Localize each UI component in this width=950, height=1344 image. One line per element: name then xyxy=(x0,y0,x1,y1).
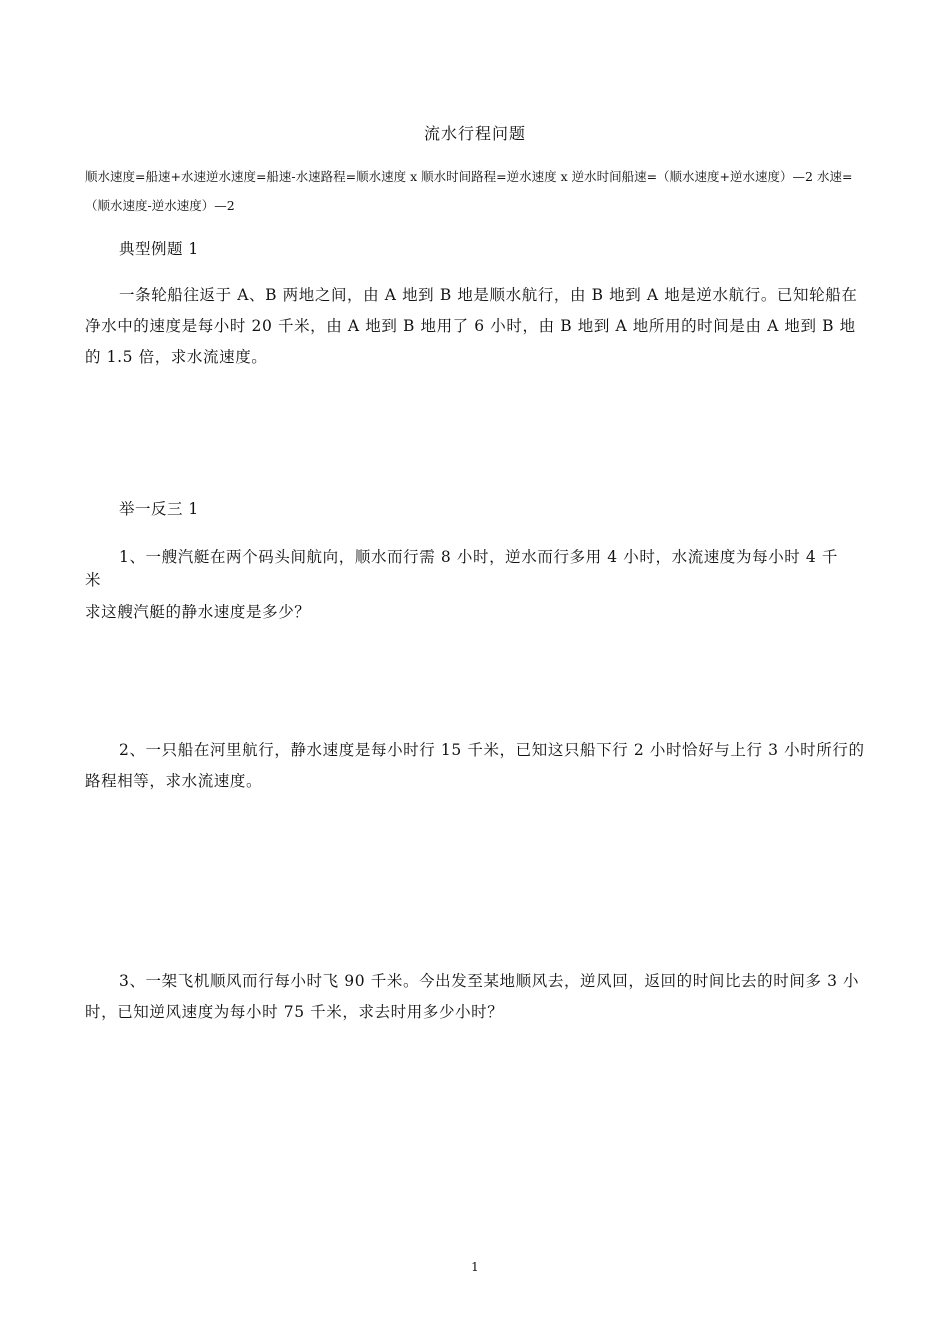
question-3: 3、一架飞机顺风而行每小时飞 90 千米。今出发至某地顺风去，逆风回，返回的时间比去的时间多 3 小时，已知逆风速度为每小时 75 千米，求去时用多少小时？ xyxy=(85,972,860,1021)
question-1-line-1: 1、一艘汽艇在两个码头间航向，顺水而行需 8 小时，逆水而行多用 4 小时，水流速度为每小时 4 千 xyxy=(119,548,839,566)
practice-heading: 举一反三 1 xyxy=(119,500,199,518)
question-1-line-3: 求这艘汽艇的静水速度是多少？ xyxy=(85,603,311,621)
question-2: 2、一只船在河里航行，静水速度是每小时行 15 千米，已知这只船下行 2 小时恰好与上行 3 小时所行的路程相等，求水流速度。 xyxy=(85,741,865,790)
formula-block: 顺水速度=船速+水速逆水速度=船速-水速路程=顺水速度 x 顺水时间路程=逆水速度 x 逆水时间船速=（顺水速度+逆水速度）—2 水速=（顺水速度-逆水速度）—2 xyxy=(85,169,853,213)
example-heading: 典型例题 1 xyxy=(119,240,199,258)
document-title: 流水行程问题 xyxy=(423,124,526,143)
example-problem: 一条轮船往返于 A、B 两地之间，由 A 地到 B 地是顺水航行，由 B 地到 A 地是逆水航行。已知轮船在净水中的速度是每小时 20 千米，由 A 地到 B 地用了 6 小时，由 B 地到 A 地所用的时间是由 A 地到 B 地的 1.5 倍，求水流速度。 xyxy=(85,286,858,366)
question-1-line-2: 米 xyxy=(85,571,102,589)
page-number: 1 xyxy=(471,1260,479,1274)
